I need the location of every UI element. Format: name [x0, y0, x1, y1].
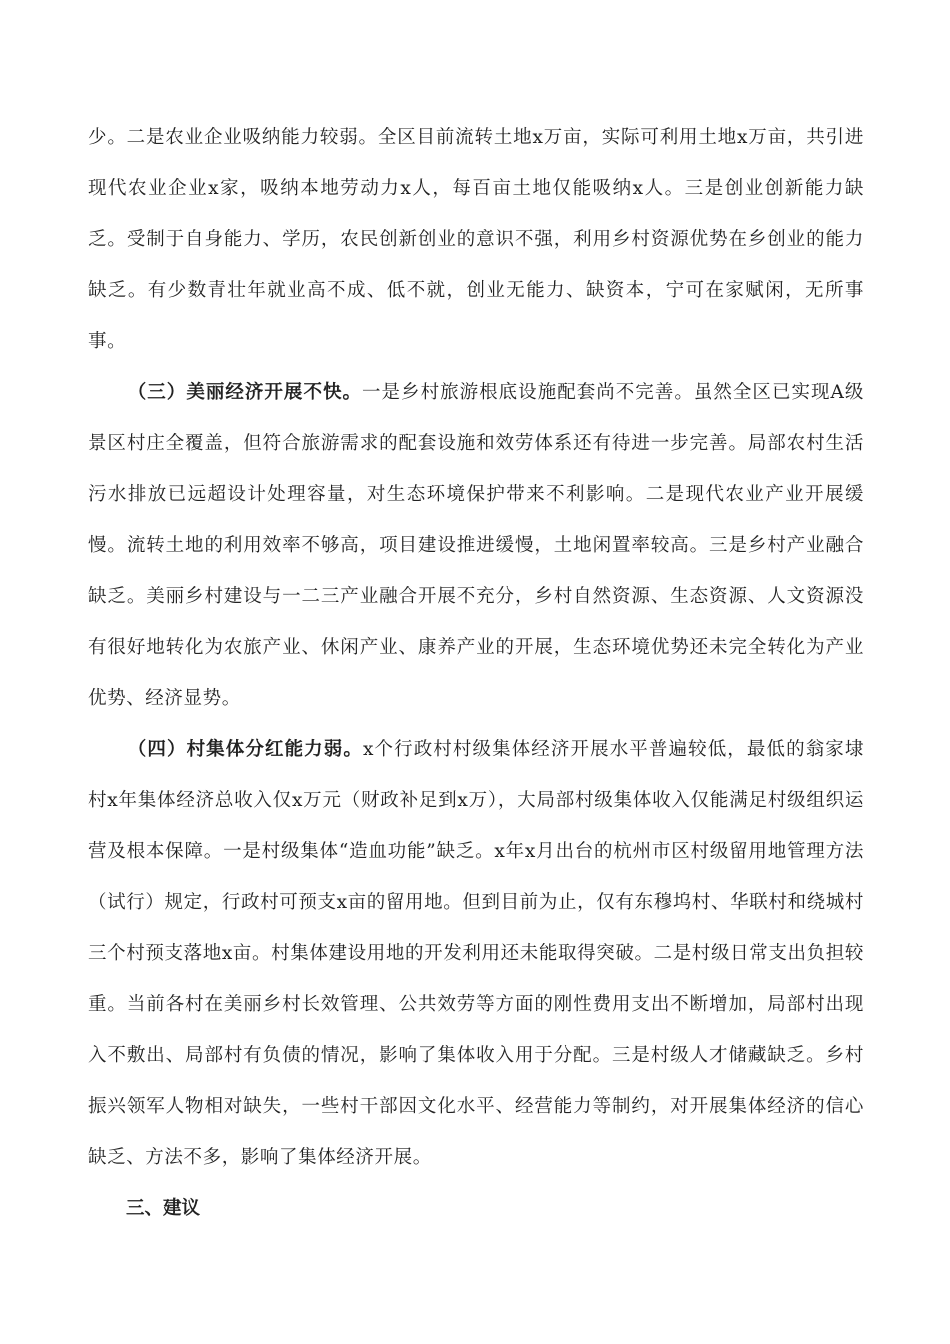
- paragraph-village-collective: [88, 724, 864, 1183]
- paragraph-body: 一是乡村旅游根底设施配套尚不完善。虽然全区已实现A级景区村庄全覆盖，但符合旅游需求的配套设施和效劳体系还有待进一步完善。局部农村生活污水排放已远超设计处理容量，对生态环境保护带来不利影响。二是现代农业产业开展缓慢。流转土地的利用效率不够高，项目建设推进缓慢，土地闲置率较高。三是乡村产业融合缺乏。美丽乡村建设与一二三产业融合开展不充分，乡村自然资源、生态资源、人文资源没有很好地转化为农旅产业、休闲产业、康养产业的开展，生态环境优势还未完全转化为产业优势、经济显势。: [88, 382, 864, 709]
- paragraph-body: x个行政村村级集体经济开展水平普遍较低，最低的翁家埭村x年集体经济总收入仅x万元（财政补足到x万），大局部村级集体收入仅能满足村级组织运营及根本保障。一是村级集体“造血功能”缺乏。x年x月出台的杭州市区村级留用地管理方法（试行）规定，行政村可预支x亩的留用地。但到目前为止，仅有东穆坞村、华联村和绕城村三个村预支落地x亩。村集体建设用地的开发利用还未能取得突破。二是村级日常支出负担较重。当前各村在美丽乡村长效管理、公共效劳等方面的刚性费用支出不断增加，局部村出现入不敷出、局部村有负债的情况，影响了集体收入用于分配。三是村级人才储藏缺乏。乡村振兴领军人物相对缺失，一些村干部因文化水平、经营能力等制约，对开展集体经济的信心缺乏、方法不多，影响了集体经济开展。: [88, 739, 864, 1168]
- paragraph-body: 少。二是农业企业吸纳能力较弱。全区目前流转土地x万亩，实际可利用土地x万亩，共引进现代农业企业x家，吸纳本地劳动力x人，每百亩土地仅能吸纳x人。三是创业创新能力缺乏。受制于自身能力、学历，农民创新创业的意识不强，利用乡村资源优势在乡创业的能力缺乏。有少数青壮年就业高不成、低不就，创业无能力、缺资本，宁可在家赋闲，无所事事。: [88, 127, 864, 352]
- paragraph-heading: （三）美丽经济开展不快。: [127, 382, 363, 403]
- paragraph-beautiful-economy: [88, 367, 864, 724]
- section-title: 三、建议: [126, 1198, 201, 1219]
- paragraph-heading: （四）村集体分红能力弱。: [127, 739, 363, 760]
- paragraph-continuation: [88, 112, 864, 367]
- document-page: [88, 112, 864, 1234]
